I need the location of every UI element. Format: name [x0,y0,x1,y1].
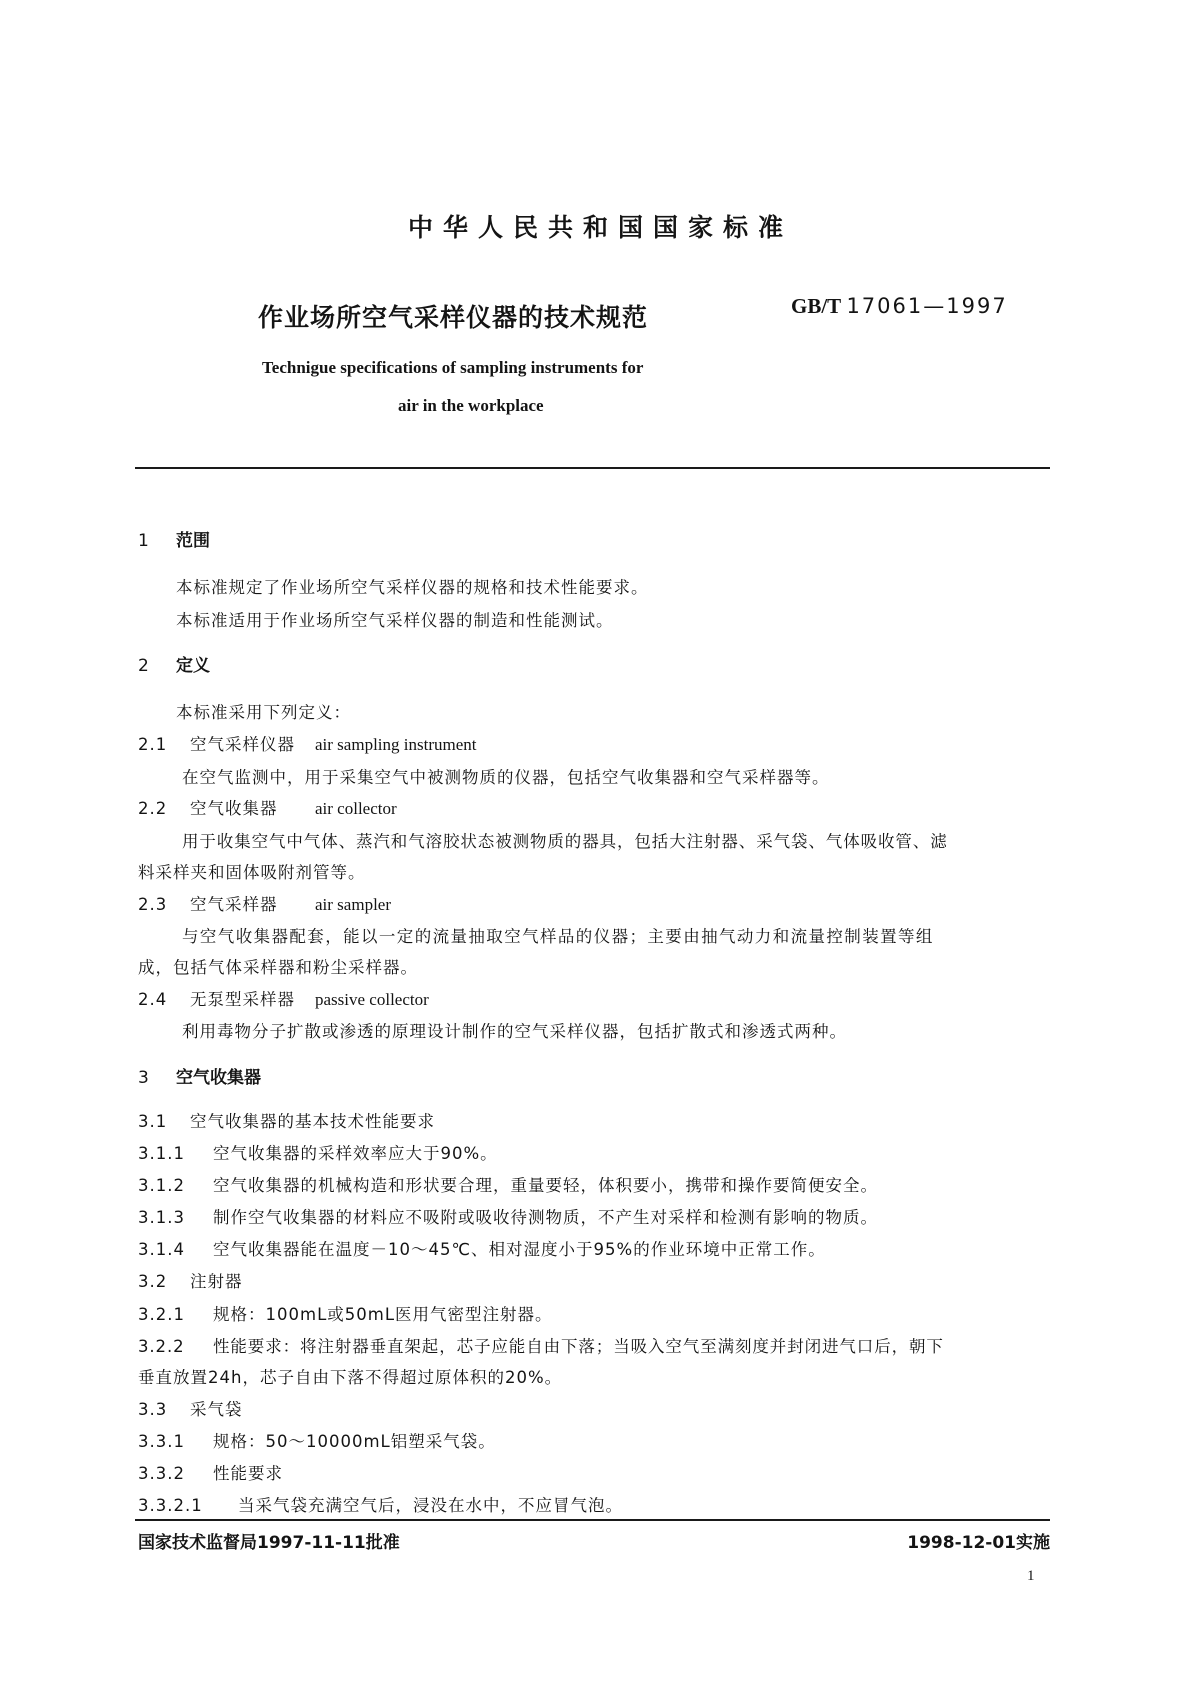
section-3-number: 3 [138,1068,149,1088]
clause-3-2 [138,1268,243,1292]
clause-number: 3.1.2 [138,1176,185,1195]
clause-text: 注射器 [190,1272,243,1291]
definition-2-3-text-line1: 与空气收集器配套，能以一定的流量抽取空气样品的仪器；主要由抽气动力和流量控制装置等组 [182,927,934,946]
section-2-intro: 本标准采用下列定义： [176,703,351,722]
clause-number: 2.3 [138,895,168,914]
document-title-en-line2: air in the workplace [398,396,544,415]
clause-number: 3.3.2.1 [138,1496,203,1515]
standard-code-number: 17061—1997 [846,294,1008,318]
clause-3-2-2 [138,1333,944,1357]
clause-text: 空气收集器的机械构造和形状要合理，重量要轻，体积要小，携带和操作要简便安全。 [213,1176,878,1195]
definition-2-2-text-line1: 用于收集空气中气体、蒸汽和气溶胶状态被测物质的器具，包括大注射器、采气袋、气体吸收管、滤 [182,832,948,851]
clause-number: 3.1 [138,1112,168,1131]
section-1-para-1: 本标准规定了作业场所空气采样仪器的规格和技术性能要求。 [176,578,649,597]
clause-3-1 [138,1108,435,1132]
clause-3-1-3 [138,1204,878,1228]
page-number: 1 [1027,1568,1035,1584]
standard-code-prefix: GB/T [791,294,842,318]
clause-text: 当采气袋充满空气后，浸没在水中，不应冒气泡。 [238,1496,623,1515]
clause-3-2-2-line2: 垂直放置24h，芯子自由下落不得超过原体积的20%。 [138,1368,563,1387]
clause-3-3-2-1 [138,1492,623,1516]
term-en: passive collector [315,990,429,1009]
clause-text: 规格：100mL或50mL医用气密型注射器。 [213,1305,553,1324]
definition-2-4-text: 利用毒物分子扩散或渗透的原理设计制作的空气采样仪器，包括扩散式和渗透式两种。 [182,1022,847,1041]
clause-number: 3.2.1 [138,1305,185,1324]
approval-note: 国家技术监督局1997-11-11批准 [138,1533,400,1553]
term-en: air collector [315,799,397,818]
clause-number: 2.4 [138,990,168,1009]
term-cn: 空气采样器 [190,895,278,914]
clause-number: 3.1.4 [138,1240,185,1259]
clause-number: 2.2 [138,799,168,818]
definition-2-1-text: 在空气监测中，用于采集空气中被测物质的仪器，包括空气收集器和空气采样器等。 [182,768,830,787]
clause-text: 空气收集器的采样效率应大于90%。 [213,1144,498,1163]
section-1-title: 范围 [176,531,210,551]
section-3-heading [138,1063,261,1088]
national-standard-title: 中华人民共和国国家标准 [407,213,793,242]
clause-3-1-1 [138,1140,498,1164]
term-en: air sampling instrument [315,735,477,754]
definition-2-1 [138,731,476,755]
term-cn: 空气收集器 [190,799,278,818]
section-1-heading [138,526,210,551]
clause-number: 3.1.1 [138,1144,185,1163]
footer-divider [135,1519,1050,1521]
header-divider [135,467,1050,469]
clause-number: 3.2 [138,1272,168,1291]
section-1-number: 1 [138,531,149,551]
standard-code [791,294,1008,319]
definition-2-3 [138,891,391,915]
clause-text: 空气收集器的基本技术性能要求 [190,1112,435,1131]
clause-number: 3.3.2 [138,1464,185,1483]
clause-3-3-1 [138,1428,496,1452]
clause-3-1-4 [138,1236,826,1260]
clause-3-3 [138,1396,243,1420]
clause-number: 2.1 [138,735,168,754]
definition-2-3-text-line2: 成，包括气体采样器和粉尘采样器。 [138,958,418,977]
term-cn: 空气采样仪器 [190,735,295,754]
clause-3-2-1 [138,1301,553,1325]
clause-text: 制作空气收集器的材料应不吸附或吸收待测物质，不产生对采样和检测有影响的物质。 [213,1208,878,1227]
clause-text: 空气收集器能在温度－10～45℃、相对湿度小于95%的作业环境中正常工作。 [213,1240,826,1259]
clause-3-1-2 [138,1172,878,1196]
clause-text: 性能要求 [213,1464,283,1483]
section-2-heading [138,651,210,676]
clause-number: 3.3 [138,1400,168,1419]
clause-number: 3.1.3 [138,1208,185,1227]
clause-number: 3.3.1 [138,1432,185,1451]
section-2-number: 2 [138,656,149,676]
clause-text: 规格：50～10000mL铝塑采气袋。 [213,1432,496,1451]
document-title-cn: 作业场所空气采样仪器的技术规范 [258,303,649,332]
term-en: air sampler [315,895,391,914]
document-title-en-line1: Technigue specifications of sampling instruments for [262,358,644,377]
definition-2-4 [138,986,429,1010]
section-3-title: 空气收集器 [176,1068,261,1088]
section-2-title: 定义 [176,656,210,676]
clause-text: 性能要求：将注射器垂直架起，芯子应能自由下落；当吸入空气至满刻度并封闭进气口后，朝下 [213,1337,944,1356]
section-1-para-2: 本标准适用于作业场所空气采样仪器的制造和性能测试。 [176,611,614,630]
clause-number: 3.2.2 [138,1337,185,1356]
definition-2-2 [138,795,397,819]
clause-text: 采气袋 [190,1400,243,1419]
term-cn: 无泵型采样器 [190,990,295,1009]
clause-3-3-2 [138,1460,283,1484]
definition-2-2-text-line2: 料采样夹和固体吸附剂管等。 [138,863,366,882]
implementation-date: 1998-12-01实施 [907,1533,1050,1553]
